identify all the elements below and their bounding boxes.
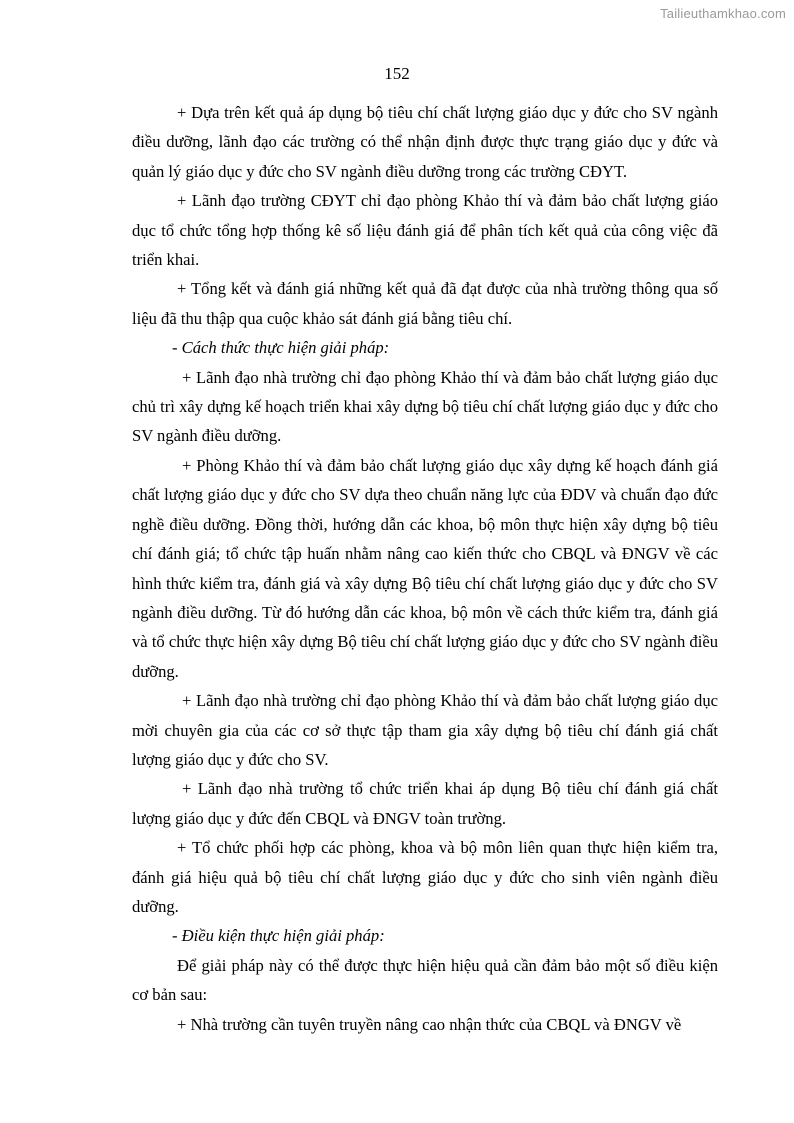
paragraph: + Lãnh đạo nhà trường chỉ đạo phòng Khảo thí và đảm bảo chất lượng giáo dục mời chuyên gia của các cơ sở thực tập tham gia xây dựng bộ tiêu chí đánh giá chất lượng giáo dục y đức cho SV. [132, 691, 718, 769]
paragraph: + Nhà trường cần tuyên truyền nâng cao nhận thức của CBQL và ĐNGV về [177, 1014, 682, 1034]
paragraph: + Lãnh đạo nhà trường tổ chức triển khai áp dụng Bộ tiêu chí đánh giá chất lượng giáo dục y đức đến CBQL và ĐNGV toàn trường. [132, 779, 718, 828]
document-body [132, 98, 718, 1039]
paragraph: Để giải pháp này có thể được thực hiện hiệu quả cần đảm bảo một số điều kiện cơ bản sau: [132, 955, 718, 1005]
paragraph: + Tổ chức phối hợp các phòng, khoa và bộ môn liên quan thực hiện kiểm tra, đánh giá hiệu quả bộ tiêu chí chất lượng giáo dục y đức cho sinh viên ngành điều dưỡng. [132, 838, 718, 916]
paragraph: + Phòng Khảo thí và đảm bảo chất lượng giáo dục xây dựng kế hoạch đánh giá chất lượng giáo dục y đức cho SV dựa theo chuẩn năng lực của ĐDV và chuẩn đạo đức nghề điều dưỡng. Đồng thời, hướng dẫn các khoa, bộ môn thực hiện xây dựng bộ tiêu chí đánh giá; tổ chức tập huấn nhằm nâng cao kiến thức cho CBQL và ĐNGV về các hình thức kiểm tra, đánh giá và xây dựng Bộ tiêu chí chất lượng giáo dục y đức cho SV ngành điều dưỡng. Từ đó hướng dẫn các khoa, bộ môn về cách thức kiểm tra, đánh giá và tổ chức thực hiện xây dựng Bộ tiêu chí chất lượng giáo dục y đức cho SV ngành điều dưỡng. [132, 455, 718, 681]
section-heading-implementation: - Cách thức thực hiện giải pháp: [172, 338, 390, 358]
paragraph: + Lãnh đạo trường CĐYT chỉ đạo phòng Khảo thí và đảm bảo chất lượng giáo dục tổ chức tổng hợp thống kê số liệu đánh giá để phân tích kết quả của công việc đã triển khai. [132, 191, 718, 270]
paragraph: + Tổng kết và đánh giá những kết quả đã đạt được của nhà trường thông qua số liệu đã thu thập qua cuộc khảo sát đánh giá bằng tiêu chí. [132, 279, 718, 328]
page-number: 152 [384, 64, 410, 83]
paragraph: + Dựa trên kết quả áp dụng bộ tiêu chí chất lượng giáo dục y đức cho SV ngành điều dưỡng, lãnh đạo các trường có thể nhận định được thực trạng giáo dục y đức và quản lý giáo dục y đức cho SV ngành điều dưỡng trong các trường CĐYT. [132, 103, 718, 181]
watermark: Tailieuthamkhao.com [660, 6, 786, 21]
section-heading-conditions: - Điều kiện thực hiện giải pháp: [172, 926, 385, 946]
paragraph: + Lãnh đạo nhà trường chỉ đạo phòng Khảo thí và đảm bảo chất lượng giáo dục chủ trì xây dựng kế hoạch triển khai xây dựng bộ tiêu chí chất lượng giáo dục y đức cho SV ngành điều dưỡng. [132, 367, 718, 446]
